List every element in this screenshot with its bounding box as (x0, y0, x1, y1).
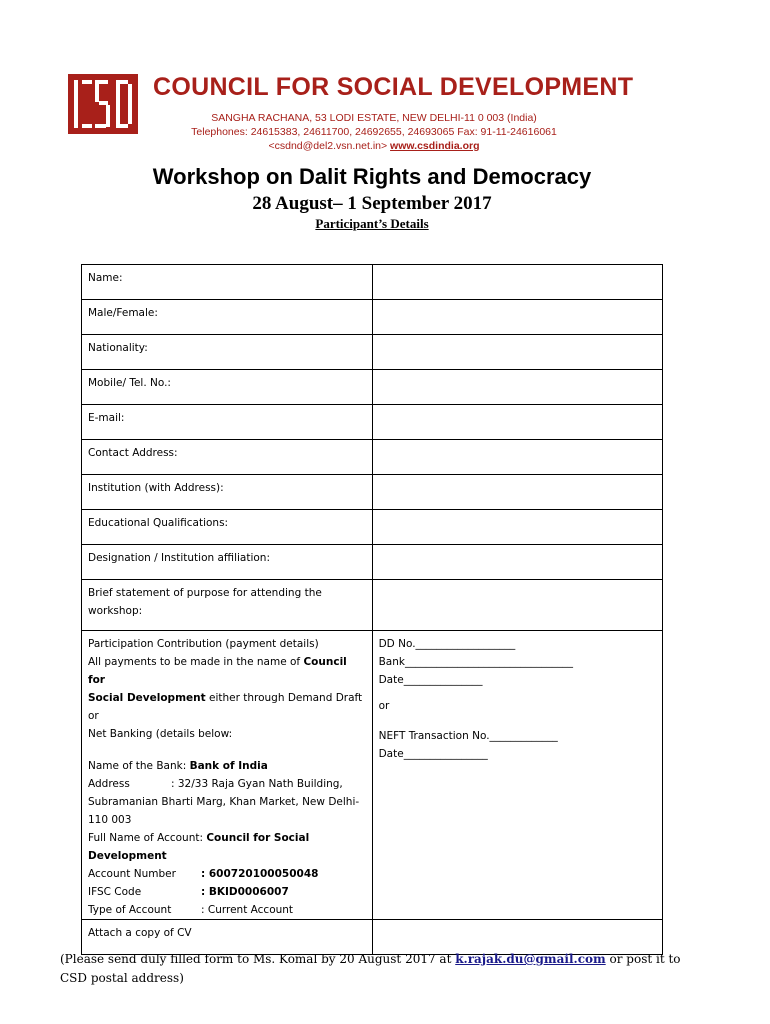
field-label-institution: Institution (with Address): (82, 475, 373, 510)
ifsc-code: IFSC Code : BKID0006007 (88, 886, 289, 898)
payment-instruction-3: Net Banking (details below: (88, 728, 233, 740)
org-contact-line (148, 140, 600, 152)
org-address: SANGHA RACHANA, 53 LODI ESTATE, NEW DELHI-11 0 003 (India) (211, 112, 537, 124)
payment-instruction-2: Social Development either through Demand Draft or (88, 692, 363, 722)
csd-logo (68, 74, 138, 134)
neft-date-field[interactable]: Date________________ (378, 748, 488, 760)
field-input-nationality[interactable] (372, 335, 662, 370)
field-label-brief-statement (82, 580, 373, 631)
field-label-name: Name: (82, 265, 373, 300)
table-row (82, 631, 663, 920)
dd-date-field[interactable]: Date_______________ (378, 674, 483, 686)
field-input-contact-address[interactable] (372, 440, 662, 475)
org-email: <csdnd@del2.vsn.net.in> (268, 140, 388, 152)
payment-heading: Participation Contribution (payment details) (88, 638, 319, 650)
payment-entry[interactable] (372, 631, 662, 920)
table-row (82, 300, 663, 335)
table-row (82, 370, 663, 405)
field-label-gender: Male/Female: (82, 300, 373, 335)
payment-details (82, 631, 373, 920)
footer-note: (Please send duly filled form to Ms. Komal by 20 August 2017 at k.rajak.du@gmail.com or post it to CSD postal address) (60, 952, 681, 985)
participant-details-table (81, 264, 663, 955)
contact-email-link[interactable]: k.rajak.du@gmail.com (455, 952, 606, 966)
bank-address-line-2: Subramanian Bharti Marg, Khan Market, New Delhi- (88, 796, 360, 808)
table-row (82, 265, 663, 300)
org-website-link[interactable]: www.csdindia.org (390, 140, 480, 152)
neft-transaction-field[interactable]: NEFT Transaction No._____________ (378, 730, 558, 742)
field-input-email[interactable] (372, 405, 662, 440)
account-number: Account Number : 600720100050048 (88, 868, 319, 880)
form-subtitle: Participant’s Details (315, 216, 429, 231)
table-row (82, 510, 663, 545)
field-input-institution[interactable] (372, 475, 662, 510)
bank-name: Name of the Bank: Bank of India (88, 760, 268, 772)
table-row (82, 475, 663, 510)
workshop-dates: 28 August– 1 September 2017 (252, 193, 492, 214)
bank-field[interactable]: Bank________________________________ (378, 656, 573, 668)
or-separator: or (378, 700, 390, 712)
payment-instruction-1: All payments to be made in the name of Council for (88, 656, 347, 686)
table-row (82, 545, 663, 580)
account-name: Full Name of Account: Council for Social (88, 832, 310, 844)
field-input-designation[interactable] (372, 545, 662, 580)
dd-number-field[interactable]: DD No.___________________ (378, 638, 516, 650)
bank-address: Address : 32/33 Raja Gyan Nath Building, (88, 778, 343, 790)
field-input-name[interactable] (372, 265, 662, 300)
table-row (82, 440, 663, 475)
brief-line-1: Brief statement of purpose for attending the (88, 587, 322, 599)
brief-line-2: workshop: (88, 605, 143, 617)
account-type: Type of Account : Current Account (88, 904, 294, 916)
field-label-nationality: Nationality: (82, 335, 373, 370)
field-input-gender[interactable] (372, 300, 662, 335)
account-name-line-2: Development (88, 850, 167, 862)
table-row (82, 580, 663, 631)
field-input-qualifications[interactable] (372, 510, 662, 545)
field-label-mobile: Mobile/ Tel. No.: (82, 370, 373, 405)
table-row (82, 335, 663, 370)
table-row (82, 405, 663, 440)
org-name: COUNCIL FOR SOCIAL DEVELOPMENT (153, 73, 634, 101)
field-input-brief-statement[interactable] (372, 580, 662, 631)
field-input-mobile[interactable] (372, 370, 662, 405)
bank-address-line-3: 110 003 (88, 814, 132, 826)
field-label-cv: Attach a copy of CV (82, 920, 373, 955)
workshop-title: Workshop on Dalit Rights and Democracy (152, 164, 592, 189)
org-telephones: Telephones: 24615383, 24611700, 24692655, 24693065 Fax: 91-11-24616061 (191, 126, 557, 138)
field-label-email: E-mail: (82, 405, 373, 440)
field-label-contact-address: Contact Address: (82, 440, 373, 475)
field-label-qualifications: Educational Qualifications: (82, 510, 373, 545)
field-label-designation: Designation / Institution affiliation: (82, 545, 373, 580)
